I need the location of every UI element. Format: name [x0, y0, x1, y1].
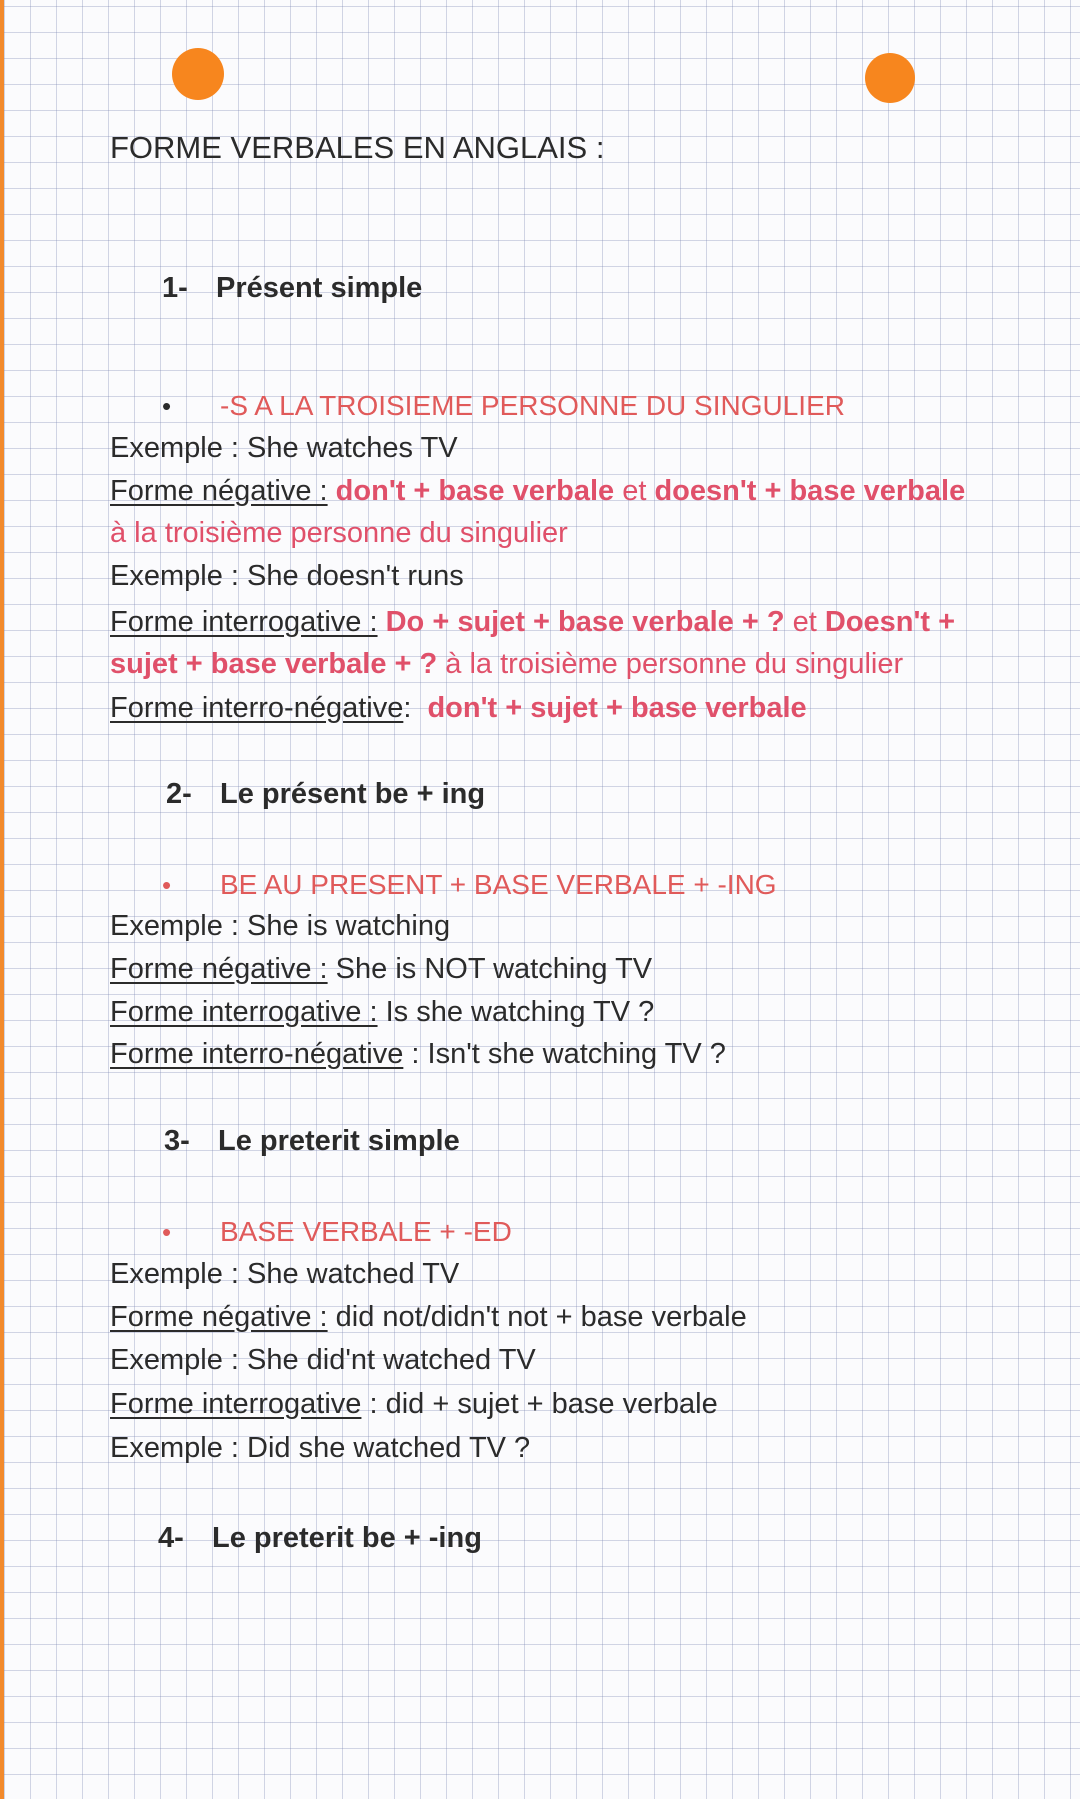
negative-form-label: Forme négative : [110, 1301, 328, 1333]
example-label: Exemple : [110, 910, 239, 942]
interro-negative-colon: : [403, 692, 412, 724]
rule-line [162, 1214, 1062, 1250]
example-text: She watches TV [247, 432, 458, 464]
interrogative-form-value: Is she watching TV ? [385, 996, 655, 1028]
section-number: 4- [158, 1522, 184, 1554]
example-label: Exemple : [110, 1344, 239, 1376]
section-title: Présent simple [216, 272, 423, 304]
section-number: 3- [164, 1125, 190, 1157]
section-heading-present-simple [162, 270, 1062, 306]
example-text: She is watching [247, 910, 451, 942]
interrogative-form-line [110, 604, 1010, 640]
interrogative-form-et: et [792, 606, 817, 638]
interrogative-form-rule-3: sujet + base verbale + ? [110, 648, 438, 680]
section-heading-preterit-be-ing [158, 1520, 1058, 1556]
interro-negative-form-value: : Isn't she watching TV ? [411, 1038, 726, 1070]
negative-form-label: Forme négative : [110, 475, 328, 507]
interro-negative-form-label: Forme interro-négative [110, 1038, 404, 1070]
section-title: Le présent be + ing [220, 778, 486, 810]
example-text: Did she watched TV ? [247, 1432, 531, 1464]
interrogative-form-label: Forme interrogative [110, 1388, 362, 1420]
negative-form-value: She is NOT watching TV [335, 953, 653, 985]
example-label: Exemple : [110, 432, 239, 464]
negative-form-rule-1: don't + base verbale [335, 475, 615, 507]
interrogative-form-value: : did + sujet + base verbale [369, 1388, 718, 1420]
negative-form-continuation [110, 515, 1010, 551]
interrogative-form-label: Forme interrogative : [110, 606, 378, 638]
rule-text: BE AU PRESENT + BASE VERBALE + -ING [220, 869, 777, 900]
interro-negative-form-line [110, 1036, 1010, 1072]
interrogative-form-note: à la troisième personne du singulier [445, 648, 904, 680]
negative-form-et: et [622, 475, 647, 507]
example-line [110, 430, 1010, 466]
interro-negative-form-rule: don't + sujet + base verbale [427, 692, 807, 724]
example-label: Exemple : [110, 1432, 239, 1464]
bullet-icon: • [162, 1217, 172, 1247]
section-number: 1- [162, 272, 188, 304]
bullet-icon: • [162, 870, 172, 900]
interrogative-form-line [110, 994, 1010, 1030]
section-title: Le preterit be + -ing [212, 1522, 482, 1554]
interrogative-form-label: Forme interrogative : [110, 996, 378, 1028]
negative-example-line [110, 1342, 1010, 1378]
section-title: Le preterit simple [218, 1125, 460, 1157]
section-heading-present-be-ing [166, 776, 1066, 812]
example-label: Exemple : [110, 1258, 239, 1290]
negative-example-line [110, 558, 1010, 594]
interro-negative-form-label: Forme interro-négative [110, 692, 404, 724]
example-line [110, 908, 1010, 944]
negative-form-value: did not/didn't not + base verbale [335, 1301, 747, 1333]
negative-form-label: Forme négative : [110, 953, 328, 985]
rule-line [162, 867, 1062, 903]
interrogative-form-line [110, 1386, 1010, 1422]
negative-form-note: à la troisième personne du singulier [110, 517, 568, 549]
rule-text: -S A LA TROISIEME PERSONNE DU SINGULIER [220, 390, 845, 421]
interrogative-example-line [110, 1430, 1010, 1466]
example-text: She doesn't runs [247, 560, 464, 592]
interrogative-form-continuation [110, 646, 1010, 682]
page-title [110, 130, 1010, 166]
interrogative-form-rule-1: Do + sujet + base verbale + ? [385, 606, 785, 638]
interro-negative-form-line [110, 690, 1010, 726]
page-title-text: FORME VERBALES EN ANGLAIS : [110, 130, 605, 165]
example-text: She watched TV [247, 1258, 460, 1290]
example-label: Exemple : [110, 560, 239, 592]
example-text: She did'nt watched TV [247, 1344, 536, 1376]
negative-form-line [110, 951, 1010, 987]
negative-form-line [110, 1299, 1010, 1335]
section-heading-preterit-simple [164, 1123, 1064, 1159]
example-line [110, 1256, 1010, 1292]
section-number: 2- [166, 778, 192, 810]
bullet-icon: • [162, 391, 172, 421]
negative-form-line [110, 473, 1010, 509]
rule-line [162, 388, 1062, 424]
negative-form-rule-2: doesn't + base verbale [654, 475, 966, 507]
interrogative-form-rule-2: Doesn't + [824, 606, 956, 638]
rule-text: BASE VERBALE + -ED [220, 1216, 512, 1247]
